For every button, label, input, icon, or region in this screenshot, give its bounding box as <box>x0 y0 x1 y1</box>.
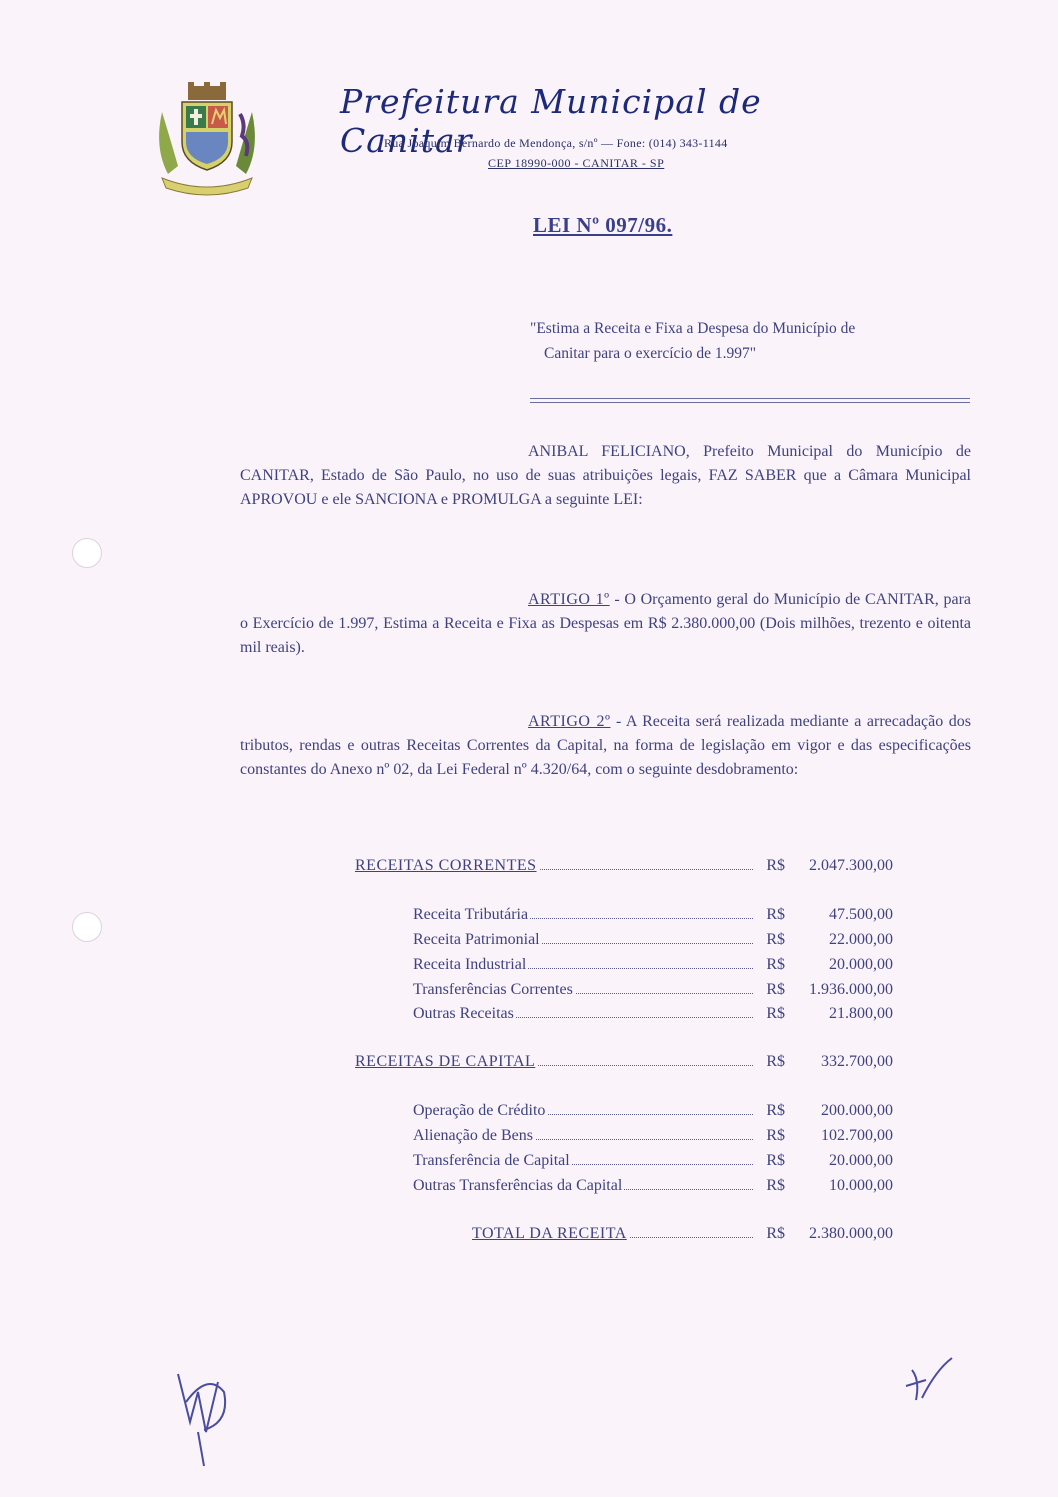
handwritten-initials <box>896 1350 956 1410</box>
revenue-item-row <box>413 1127 893 1149</box>
revenue-item-label: Operação de Crédito <box>413 1102 546 1119</box>
revenue-item-label: Alienação de Bens <box>413 1127 533 1144</box>
currency-symbol: R$ <box>766 1177 785 1194</box>
revenue-item-label: Outras Receitas <box>413 1005 514 1022</box>
currency-symbol: R$ <box>766 956 785 973</box>
revenue-item-row <box>413 906 893 928</box>
revenue-item-row <box>413 1177 893 1199</box>
revenue-item-amount: 47.500,00 <box>829 906 893 923</box>
revenue-group-row <box>355 857 893 879</box>
municipality-cep: CEP 18990-000 - CANITAR - SP <box>488 156 665 170</box>
article-2-text: - A Receita será realizada mediante a arrecadação dos tributos, rendas e outras Receitas Correntes da Capital, na forma de legislação em vigor e das especificações constantes do Anexo nº 02, da Lei Federal nº 4.320/64, com o seguinte desdobramento: <box>240 713 971 778</box>
currency-symbol: R$ <box>766 1005 785 1022</box>
divider <box>530 398 970 399</box>
punch-hole <box>72 912 102 942</box>
revenue-item-amount: 21.800,00 <box>829 1005 893 1022</box>
revenue-item-amount: 22.000,00 <box>829 931 893 948</box>
revenue-total-row <box>472 1225 893 1247</box>
currency-symbol: R$ <box>766 1053 785 1070</box>
revenue-item-label: Receita Patrimonial <box>413 931 540 948</box>
currency-symbol: R$ <box>766 931 785 948</box>
article-2-paragraph <box>240 710 971 782</box>
revenue-total-label: TOTAL DA RECEITA <box>472 1225 627 1242</box>
handwritten-initials <box>168 1362 238 1472</box>
divider <box>530 402 970 403</box>
law-summary-line: Canitar para o exercício de 1.997" <box>544 345 757 362</box>
revenue-item-label: Transferências Correntes <box>413 981 573 998</box>
law-number: LEI Nº 097/96. <box>533 213 673 237</box>
currency-symbol: R$ <box>766 1225 785 1242</box>
article-1-text: - O Orçamento geral do Município de CANITAR, para o Exercício de 1.997, Estima a Receita e Fixa as Despesas em R$ 2.380.000,00 (Dois milhões, trezento e oitenta mil reais). <box>240 591 972 656</box>
revenue-group-amount: 332.700,00 <box>821 1053 893 1070</box>
punch-hole <box>72 538 102 568</box>
municipality-name: Prefeitura Municipal de Canitar <box>340 82 762 160</box>
municipal-coat-of-arms <box>148 78 266 198</box>
law-summary-line: "Estima a Receita e Fixa a Despesa do Município de <box>530 320 856 337</box>
municipality-address: Rua Joaquim Bernardo de Mendonça, s/nº — Fone: (014) 343-1144 <box>384 136 728 150</box>
currency-symbol: R$ <box>766 906 785 923</box>
revenue-item-amount: 102.700,00 <box>821 1127 893 1144</box>
revenue-group-label: RECEITAS CORRENTES <box>355 857 537 874</box>
revenue-item-label: Outras Transferências da Capital <box>413 1177 623 1194</box>
currency-symbol: R$ <box>766 1152 785 1169</box>
revenue-item-row <box>413 1152 893 1174</box>
revenue-item-amount: 20.000,00 <box>829 1152 893 1169</box>
preamble-text: ANIBAL FELICIANO, Prefeito Municipal do Município de CANITAR, Estado de São Paulo, no uso de suas atribuições legais, FAZ SABER que a Câmara Municipal APROVOU e ele SANCIONA e PROMULGA a seguinte LEI: <box>240 443 971 508</box>
revenue-item-row <box>413 931 893 953</box>
revenue-total-amount: 2.380.000,00 <box>809 1225 893 1242</box>
revenue-item-amount: 20.000,00 <box>829 956 893 973</box>
revenue-item-amount: 200.000,00 <box>821 1102 893 1119</box>
revenue-group-amount: 2.047.300,00 <box>809 857 893 874</box>
revenue-group-row <box>355 1053 893 1075</box>
preamble-paragraph <box>240 440 971 512</box>
revenue-item-label: Transferência de Capital <box>413 1152 570 1169</box>
currency-symbol: R$ <box>766 981 785 998</box>
article-1-paragraph <box>240 588 971 660</box>
revenue-item-row <box>413 1102 893 1124</box>
currency-symbol: R$ <box>766 857 785 874</box>
revenue-group-label: RECEITAS DE CAPITAL <box>355 1053 536 1070</box>
revenue-item-amount: 1.936.000,00 <box>809 981 893 998</box>
revenue-item-label: Receita Industrial <box>413 956 527 973</box>
revenue-item-amount: 10.000,00 <box>829 1177 893 1194</box>
revenue-item-row <box>413 1005 893 1027</box>
law-summary <box>530 316 970 366</box>
currency-symbol: R$ <box>766 1127 785 1144</box>
article-2-heading: ARTIGO 2º <box>528 713 611 730</box>
revenue-item-row <box>413 956 893 978</box>
article-1-heading: ARTIGO 1º <box>528 591 610 608</box>
currency-symbol: R$ <box>766 1102 785 1119</box>
revenue-item-label: Receita Tributária <box>413 906 529 923</box>
revenue-item-row <box>413 981 893 1003</box>
